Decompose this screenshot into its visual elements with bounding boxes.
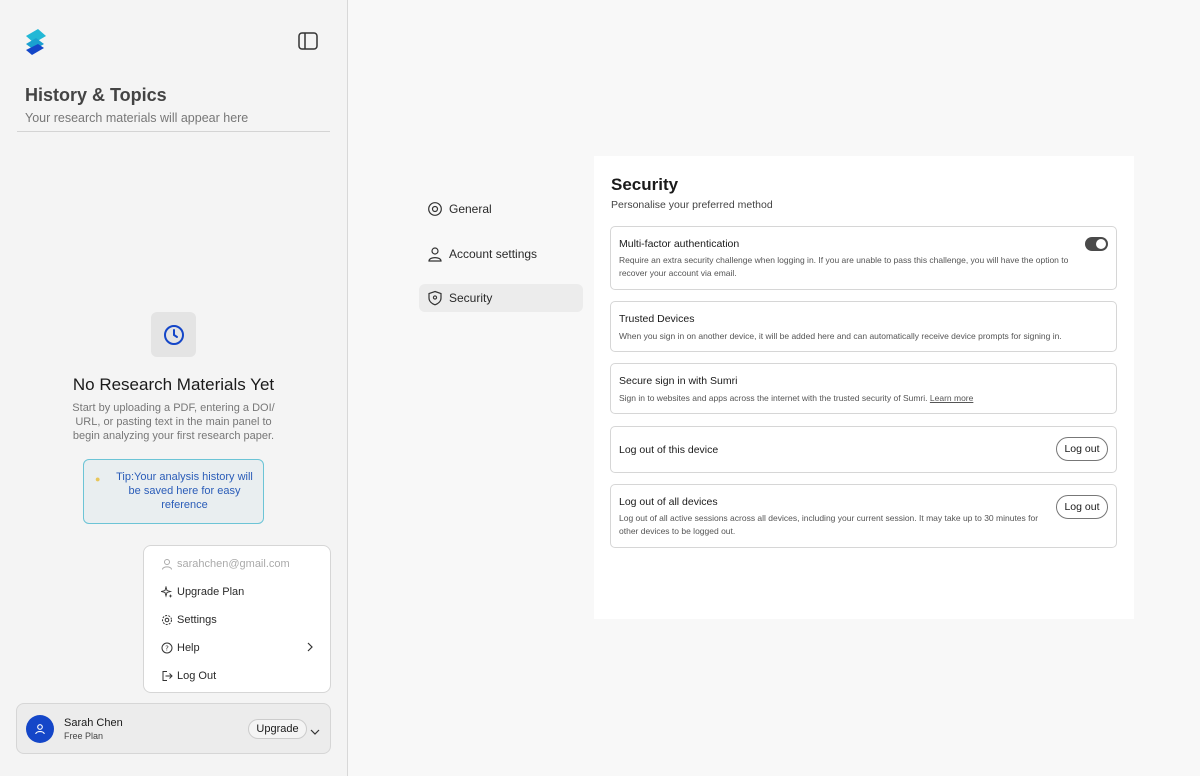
- secure-signin-text: Sign in to websites and apps across the internet with the trusted security of Sumri.: [619, 393, 928, 403]
- upgrade-button[interactable]: Upgrade: [248, 719, 307, 739]
- secure-signin-card[interactable]: [610, 363, 1117, 414]
- mfa-description: Require an extra security challenge when logging in. If you are unable to pass this challenge, you will have the option to recover your account via email.: [619, 255, 1069, 278]
- lightbulb-icon: ●: [95, 474, 101, 484]
- mfa-toggle[interactable]: [1085, 237, 1108, 251]
- help-icon: [160, 641, 174, 655]
- sidebar-title: History & Topics: [25, 85, 167, 105]
- nav-general-label: General: [449, 202, 492, 216]
- menu-help-label: Help: [177, 642, 200, 654]
- mfa-card: [610, 226, 1117, 290]
- sparkle-icon: [160, 585, 174, 599]
- menu-logout-label: Log Out: [177, 670, 217, 682]
- chevron-right-icon: [306, 642, 314, 655]
- user-icon: [160, 557, 174, 571]
- nav-item-general[interactable]: [419, 195, 583, 223]
- chevron-down-icon[interactable]: [310, 723, 320, 741]
- logout-icon: [160, 669, 174, 683]
- gear-icon: [427, 201, 443, 217]
- trusted-devices-description: When you sign in on another device, it will be added here and can automatically receive device prompts for signing in.: [619, 331, 1062, 341]
- menu-item-help[interactable]: [160, 638, 314, 658]
- menu-item-upgrade-plan[interactable]: [160, 582, 314, 602]
- clock-icon: [151, 312, 196, 357]
- user-menu: [143, 545, 331, 693]
- gear-icon: [160, 613, 174, 627]
- logout-this-device-card: [610, 426, 1117, 473]
- nav-item-account-settings[interactable]: [419, 240, 583, 268]
- learn-more-link[interactable]: Learn more: [929, 393, 974, 403]
- toggle-knob: [1096, 239, 1106, 249]
- user-name: Sarah Chen: [64, 717, 123, 729]
- trusted-devices-card[interactable]: [610, 301, 1117, 352]
- shield-icon: [427, 290, 443, 306]
- secure-signin-description: [619, 392, 1109, 405]
- trusted-devices-title: Trusted Devices: [619, 313, 695, 325]
- menu-email: [160, 554, 314, 574]
- svg-text:?: ?: [165, 644, 169, 653]
- sidebar-toggle-icon[interactable]: [296, 30, 320, 52]
- tip-box: [83, 459, 264, 524]
- menu-settings-label: Settings: [177, 614, 217, 626]
- page-subtitle: Personalise your preferred method: [611, 199, 773, 211]
- sidebar-divider: [17, 131, 330, 132]
- user-plan: Free Plan: [64, 731, 104, 741]
- security-panel: [594, 156, 1134, 619]
- menu-email-text: sarahchen@gmail.com: [177, 558, 290, 570]
- mfa-title: Multi-factor authentication: [619, 238, 740, 250]
- logout-all-devices-button[interactable]: Log out: [1056, 495, 1108, 519]
- avatar: [26, 715, 54, 743]
- logout-all-devices-card: [610, 484, 1117, 548]
- empty-state-title: No Research Materials Yet: [72, 375, 275, 394]
- tip-text: Tip:Your analysis history will be saved here for easy reference: [116, 471, 253, 511]
- sidebar-subtitle: Your research materials will appear here: [25, 111, 249, 125]
- empty-state-description: Start by uploading a PDF, entering a DOI/ URL, or pasting text in the main panel to begin analyzing your first research paper.: [72, 402, 275, 442]
- sidebar: [0, 0, 348, 776]
- menu-item-log-out[interactable]: [160, 666, 314, 686]
- logout-this-device-button[interactable]: Log out: [1056, 437, 1108, 461]
- menu-item-settings[interactable]: [160, 610, 314, 630]
- logout-all-description: Log out of all active sessions across all devices, including your current session. It may take up to 30 minutes for other devices to be logged out.: [619, 513, 1039, 536]
- nav-account-label: Account settings: [449, 247, 538, 261]
- page-title: Security: [611, 175, 679, 194]
- logout-this-title: Log out of this device: [619, 444, 719, 456]
- user-card[interactable]: [16, 703, 331, 754]
- nav-security-label: Security: [449, 291, 493, 305]
- logout-all-title: Log out of all devices: [619, 496, 718, 508]
- nav-item-security[interactable]: [419, 284, 583, 312]
- user-icon: [427, 246, 443, 262]
- app-logo[interactable]: [24, 28, 48, 58]
- menu-upgrade-label: Upgrade Plan: [177, 586, 245, 598]
- secure-signin-title: Secure sign in with Sumri: [619, 375, 738, 387]
